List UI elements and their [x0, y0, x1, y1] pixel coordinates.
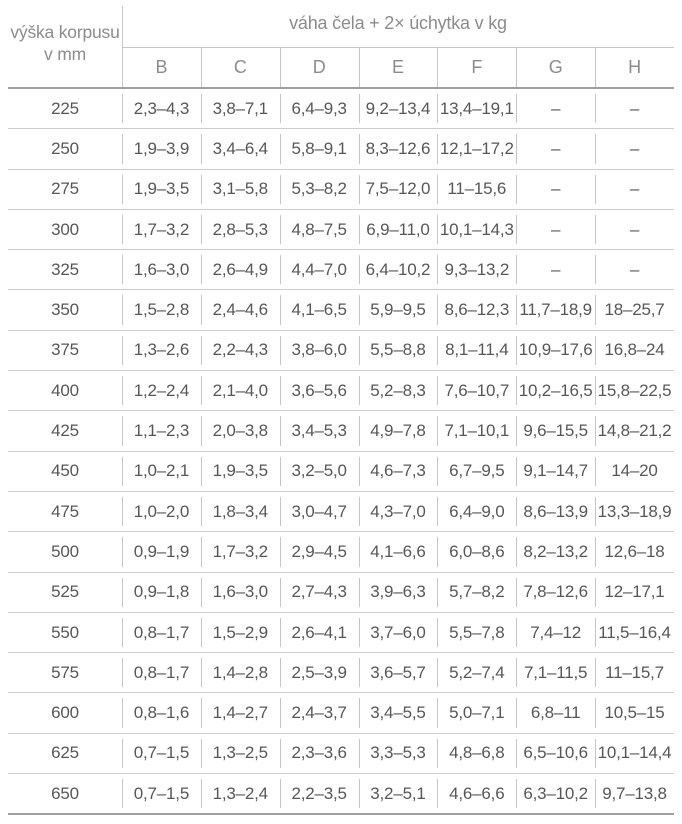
weight-range-cell: 0,7–1,5 — [122, 733, 201, 773]
table-row — [8, 411, 674, 451]
weight-range-cell: 4,1–6,5 — [280, 290, 359, 330]
weight-range-cell: 5,3–8,2 — [280, 169, 359, 209]
weight-range-cell: – — [595, 169, 674, 209]
table-row — [8, 290, 674, 330]
row-label-height: 300 — [8, 209, 122, 249]
table-header-top-row — [8, 0, 674, 48]
row-label-height: 600 — [8, 693, 122, 733]
weight-range-cell: 3,6–5,6 — [280, 371, 359, 411]
weight-range-cell: 4,3–7,0 — [359, 491, 438, 531]
weight-range-cell: 1,9–3,9 — [122, 129, 201, 169]
weight-range-cell: 14,8–21,2 — [595, 411, 674, 451]
weight-range-cell: 5,9–9,5 — [359, 290, 438, 330]
weight-range-cell: 5,5–7,8 — [437, 612, 516, 652]
weight-range-cell: 2,0–3,8 — [201, 411, 280, 451]
weight-range-cell: 8,6–13,9 — [516, 491, 595, 531]
weight-range-cell: 0,8–1,6 — [122, 693, 201, 733]
table-row — [8, 532, 674, 572]
weight-range-cell: 2,3–3,6 — [280, 733, 359, 773]
weight-range-cell: 4,4–7,0 — [280, 250, 359, 290]
weight-range-cell: 3,3–5,3 — [359, 733, 438, 773]
table-row — [8, 88, 674, 129]
weight-range-cell: 2,4–4,6 — [201, 290, 280, 330]
weight-range-cell: 9,7–13,8 — [595, 774, 674, 815]
column-header-B: B — [122, 48, 201, 89]
row-label-height: 425 — [8, 411, 122, 451]
table-row — [8, 733, 674, 773]
weight-range-cell: 5,5–8,8 — [359, 330, 438, 370]
table-row — [8, 774, 674, 815]
weight-range-cell: 6,5–10,6 — [516, 733, 595, 773]
weight-range-cell: 3,4–6,4 — [201, 129, 280, 169]
weight-range-cell: 7,4–12 — [516, 612, 595, 652]
weight-range-cell: 0,7–1,5 — [122, 774, 201, 815]
weight-range-cell: 3,6–5,7 — [359, 653, 438, 693]
weight-range-cell: 1,1–2,3 — [122, 411, 201, 451]
weight-range-cell: 3,2–5,1 — [359, 774, 438, 815]
row-label-height: 525 — [8, 572, 122, 612]
weight-range-cell: 2,9–4,5 — [280, 532, 359, 572]
weight-range-cell: 2,2–4,3 — [201, 330, 280, 370]
table-row — [8, 169, 674, 209]
weight-range-cell: 8,6–12,3 — [437, 290, 516, 330]
weight-range-cell: 1,3–2,5 — [201, 733, 280, 773]
weight-range-cell: 6,4–9,3 — [280, 88, 359, 129]
row-label-height: 625 — [8, 733, 122, 773]
weight-range-cell: – — [595, 88, 674, 129]
table-row — [8, 572, 674, 612]
weight-range-cell: 9,6–15,5 — [516, 411, 595, 451]
weight-range-cell: 5,7–8,2 — [437, 572, 516, 612]
row-label-height: 500 — [8, 532, 122, 572]
row-label-height: 575 — [8, 653, 122, 693]
weight-range-cell: 1,0–2,1 — [122, 451, 201, 491]
table-row — [8, 371, 674, 411]
weight-range-cell: 1,8–3,4 — [201, 491, 280, 531]
row-label-height: 375 — [8, 330, 122, 370]
row-label-height: 350 — [8, 290, 122, 330]
weight-range-cell: 6,4–10,2 — [359, 250, 438, 290]
table-row — [8, 491, 674, 531]
weight-table — [8, 0, 674, 815]
weight-range-cell: 2,6–4,1 — [280, 612, 359, 652]
column-header-E: E — [359, 48, 438, 89]
table-row — [8, 250, 674, 290]
weight-range-cell: 12,6–18 — [595, 532, 674, 572]
row-label-height: 550 — [8, 612, 122, 652]
weight-range-cell: 14–20 — [595, 451, 674, 491]
weight-range-cell: 4,6–6,6 — [437, 774, 516, 815]
column-header-D: D — [280, 48, 359, 89]
weight-range-cell: – — [516, 250, 595, 290]
weight-range-cell: 10,9–17,6 — [516, 330, 595, 370]
row-label-height: 225 — [8, 88, 122, 129]
weight-range-cell: 2,4–3,7 — [280, 693, 359, 733]
table-row — [8, 451, 674, 491]
weight-range-cell: 1,6–3,0 — [122, 250, 201, 290]
row-label-height: 475 — [8, 491, 122, 531]
weight-range-cell: 4,8–7,5 — [280, 209, 359, 249]
weight-range-cell: 10,5–15 — [595, 693, 674, 733]
weight-range-cell: 4,9–7,8 — [359, 411, 438, 451]
weight-range-cell: 8,2–13,2 — [516, 532, 595, 572]
weight-range-cell: 8,1–11,4 — [437, 330, 516, 370]
weight-range-cell: 4,8–6,8 — [437, 733, 516, 773]
weight-range-cell: 3,4–5,5 — [359, 693, 438, 733]
weight-range-cell: 9,3–13,2 — [437, 250, 516, 290]
weight-range-cell: 0,8–1,7 — [122, 612, 201, 652]
weight-range-cell: 4,6–7,3 — [359, 451, 438, 491]
weight-range-cell: 5,2–8,3 — [359, 371, 438, 411]
weight-range-cell: 1,2–2,4 — [122, 371, 201, 411]
weight-range-cell: 3,0–4,7 — [280, 491, 359, 531]
weight-range-cell: 4,1–6,6 — [359, 532, 438, 572]
weight-range-cell: 6,8–11 — [516, 693, 595, 733]
weight-range-cell: 10,1–14,3 — [437, 209, 516, 249]
weight-range-cell: – — [516, 129, 595, 169]
weight-range-cell: 7,1–10,1 — [437, 411, 516, 451]
weight-range-cell: 2,2–3,5 — [280, 774, 359, 815]
weight-range-cell: 3,2–5,0 — [280, 451, 359, 491]
weight-range-cell: 3,9–6,3 — [359, 572, 438, 612]
weight-range-cell: 6,0–8,6 — [437, 532, 516, 572]
weight-range-cell: 7,1–11,5 — [516, 653, 595, 693]
span-header-weight-kg: váha čela + 2× úchytka v kg — [122, 0, 674, 48]
table-row — [8, 330, 674, 370]
weight-range-cell: 1,5–2,8 — [122, 290, 201, 330]
weight-range-cell: 1,3–2,4 — [201, 774, 280, 815]
row-label-height: 400 — [8, 371, 122, 411]
weight-range-cell: 2,5–3,9 — [280, 653, 359, 693]
weight-range-cell: 3,8–6,0 — [280, 330, 359, 370]
weight-range-cell: 13,3–18,9 — [595, 491, 674, 531]
weight-range-cell: 1,4–2,8 — [201, 653, 280, 693]
weight-range-cell: 1,7–3,2 — [201, 532, 280, 572]
weight-range-cell: – — [595, 250, 674, 290]
weight-range-cell: – — [516, 88, 595, 129]
weight-range-cell: 5,0–7,1 — [437, 693, 516, 733]
table-body — [8, 88, 674, 814]
weight-range-cell: 1,6–3,0 — [201, 572, 280, 612]
weight-range-cell: 1,5–2,9 — [201, 612, 280, 652]
weight-range-cell: 15,8–22,5 — [595, 371, 674, 411]
weight-range-cell: 11–15,7 — [595, 653, 674, 693]
weight-range-cell: 11–15,6 — [437, 169, 516, 209]
weight-range-cell: 0,9–1,8 — [122, 572, 201, 612]
column-header-F: F — [437, 48, 516, 89]
weight-range-cell: 1,9–3,5 — [201, 451, 280, 491]
corner-header-height-mm: výška korpusu v mm — [8, 0, 122, 88]
weight-range-cell: 1,4–2,7 — [201, 693, 280, 733]
weight-range-cell: 6,7–9,5 — [437, 451, 516, 491]
weight-range-cell: 3,8–7,1 — [201, 88, 280, 129]
weight-range-cell: 1,7–3,2 — [122, 209, 201, 249]
weight-range-cell: – — [516, 169, 595, 209]
table-row — [8, 693, 674, 733]
weight-range-cell: 2,8–5,3 — [201, 209, 280, 249]
row-label-height: 250 — [8, 129, 122, 169]
weight-range-cell: 10,2–16,5 — [516, 371, 595, 411]
weight-range-cell: 6,4–9,0 — [437, 491, 516, 531]
weight-range-cell: – — [516, 209, 595, 249]
weight-range-cell: 18–25,7 — [595, 290, 674, 330]
weight-range-cell: 7,6–10,7 — [437, 371, 516, 411]
weight-range-cell: 2,3–4,3 — [122, 88, 201, 129]
weight-range-cell: 11,7–18,9 — [516, 290, 595, 330]
weight-range-cell: 3,4–5,3 — [280, 411, 359, 451]
weight-range-cell: 6,3–10,2 — [516, 774, 595, 815]
weight-range-cell: 5,8–9,1 — [280, 129, 359, 169]
weight-range-cell: 16,8–24 — [595, 330, 674, 370]
table-row — [8, 209, 674, 249]
weight-range-cell: 2,6–4,9 — [201, 250, 280, 290]
weight-range-cell: – — [595, 129, 674, 169]
weight-range-cell: 6,9–11,0 — [359, 209, 438, 249]
weight-range-cell: 7,8–12,6 — [516, 572, 595, 612]
weight-range-cell: 2,7–4,3 — [280, 572, 359, 612]
weight-range-cell: 7,5–12,0 — [359, 169, 438, 209]
weight-range-cell: 3,1–5,8 — [201, 169, 280, 209]
weight-range-cell: 2,1–4,0 — [201, 371, 280, 411]
table-row — [8, 612, 674, 652]
column-header-G: G — [516, 48, 595, 89]
weight-range-cell: 10,1–14,4 — [595, 733, 674, 773]
row-label-height: 650 — [8, 774, 122, 815]
table-header — [8, 0, 674, 88]
weight-range-cell: – — [595, 209, 674, 249]
weight-range-cell: 1,3–2,6 — [122, 330, 201, 370]
weight-range-cell: 11,5–16,4 — [595, 612, 674, 652]
weight-range-cell: 12,1–17,2 — [437, 129, 516, 169]
weight-range-cell: 0,8–1,7 — [122, 653, 201, 693]
weight-range-cell: 5,2–7,4 — [437, 653, 516, 693]
weight-range-cell: 9,1–14,7 — [516, 451, 595, 491]
weight-range-cell: 1,9–3,5 — [122, 169, 201, 209]
weight-range-cell: 3,7–6,0 — [359, 612, 438, 652]
column-header-H: H — [595, 48, 674, 89]
weight-range-cell: 13,4–19,1 — [437, 88, 516, 129]
row-label-height: 275 — [8, 169, 122, 209]
row-label-height: 325 — [8, 250, 122, 290]
weight-range-cell: 9,2–13,4 — [359, 88, 438, 129]
weight-range-cell: 8,3–12,6 — [359, 129, 438, 169]
weight-range-cell: 1,0–2,0 — [122, 491, 201, 531]
table-row — [8, 653, 674, 693]
row-label-height: 450 — [8, 451, 122, 491]
weight-range-cell: 12–17,1 — [595, 572, 674, 612]
table-row — [8, 129, 674, 169]
column-header-C: C — [201, 48, 280, 89]
weight-range-cell: 0,9–1,9 — [122, 532, 201, 572]
